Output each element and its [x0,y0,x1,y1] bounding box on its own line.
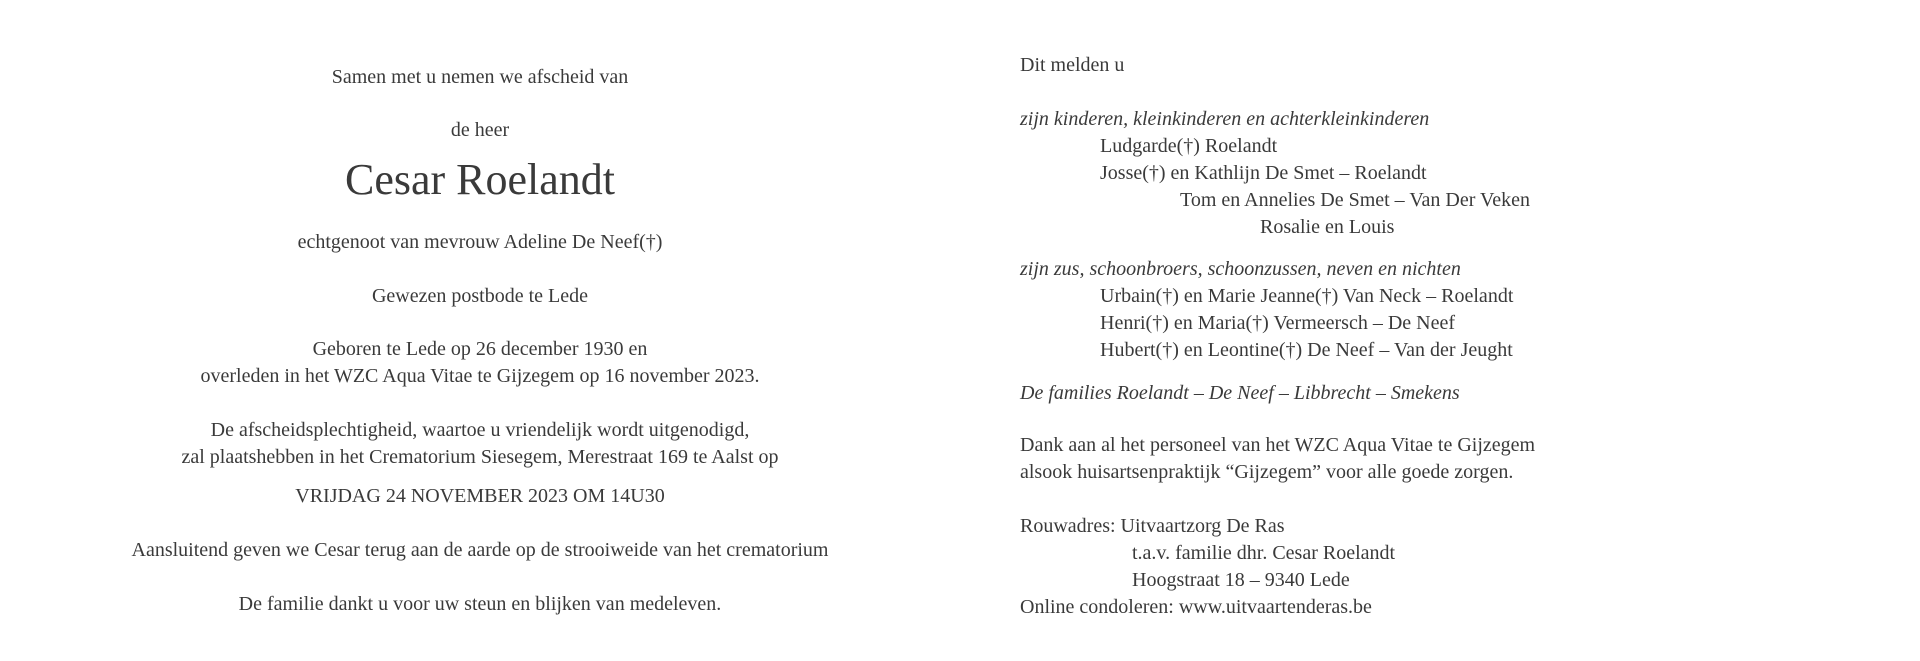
ceremony-line-1: De afscheidsplechtigheid, waartoe u vriendelijk wordt uitgenodigd, [210,419,750,441]
list-item: Rosalie en Louis [1260,216,1395,238]
children-heading: zijn kinderen, kleinkinderen en achterkleinkinderen [1020,108,1430,130]
died-text: overleden in het WZC Aqua Vitae te Gijzegem op 16 november 2023. [200,365,760,387]
gratitude-line-1: Dank aan al het personeel van het WZC Aqua Vitae te Gijzegem [1020,434,1536,456]
gratitude-line-2: alsook huisartsenpraktijk “Gijzegem” voor alle goede zorgen. [1020,461,1514,483]
announce-text: Dit melden u [1020,54,1125,76]
born-text: Geboren te Lede op 26 december 1930 en [312,338,648,360]
siblings-heading: zijn zus, schoonbroers, schoonzussen, neven en nichten [1020,258,1461,280]
list-item: Hubert(†) en Leontine(†) De Neef – Van der Jeught [1100,339,1513,361]
address-line-1: Rouwadres: Uitvaartzorg De Ras [1020,515,1285,537]
address-line-3: Hoogstraat 18 – 9340 Lede [1132,569,1350,591]
salutation-text: de heer [450,119,510,141]
deceased-name: Cesar Roelandt [344,155,616,204]
list-item: Tom en Annelies De Smet – Van Der Veken [1180,189,1531,211]
thanks-text: De familie dankt u voor uw steun en blijken van medeleven. [238,593,722,615]
address-line-2: t.a.v. familie dhr. Cesar Roelandt [1132,542,1396,564]
occupation-text: Gewezen postbode te Lede [371,285,588,307]
list-item: Urbain(†) en Marie Jeanne(†) Van Neck – Roelandt [1100,285,1514,307]
ceremony-date: VRIJDAG 24 NOVEMBER 2023 OM 14U30 [295,485,665,507]
list-item: Henri(†) en Maria(†) Vermeersch – De Neef [1100,312,1456,334]
list-item: Josse(†) en Kathlijn De Smet – Roelandt [1100,162,1427,184]
list-item: Ludgarde(†) Roelandt [1100,135,1278,157]
online-condolence-text: Online condoleren: www.uitvaartenderas.be [1020,596,1372,618]
burial-text: Aansluitend geven we Cesar terug aan de aarde op de strooiweide van het crematorium [131,539,829,561]
spouse-text: echtgenoot van mevrouw Adeline De Neef(†) [297,231,663,253]
families-text: De families Roelandt – De Neef – Libbrecht – Smekens [1020,382,1460,404]
intro-text: Samen met u nemen we afscheid van [331,66,629,88]
ceremony-line-2: zal plaatshebben in het Crematorium Siesegem, Merestraat 169 te Aalst op [181,446,779,468]
